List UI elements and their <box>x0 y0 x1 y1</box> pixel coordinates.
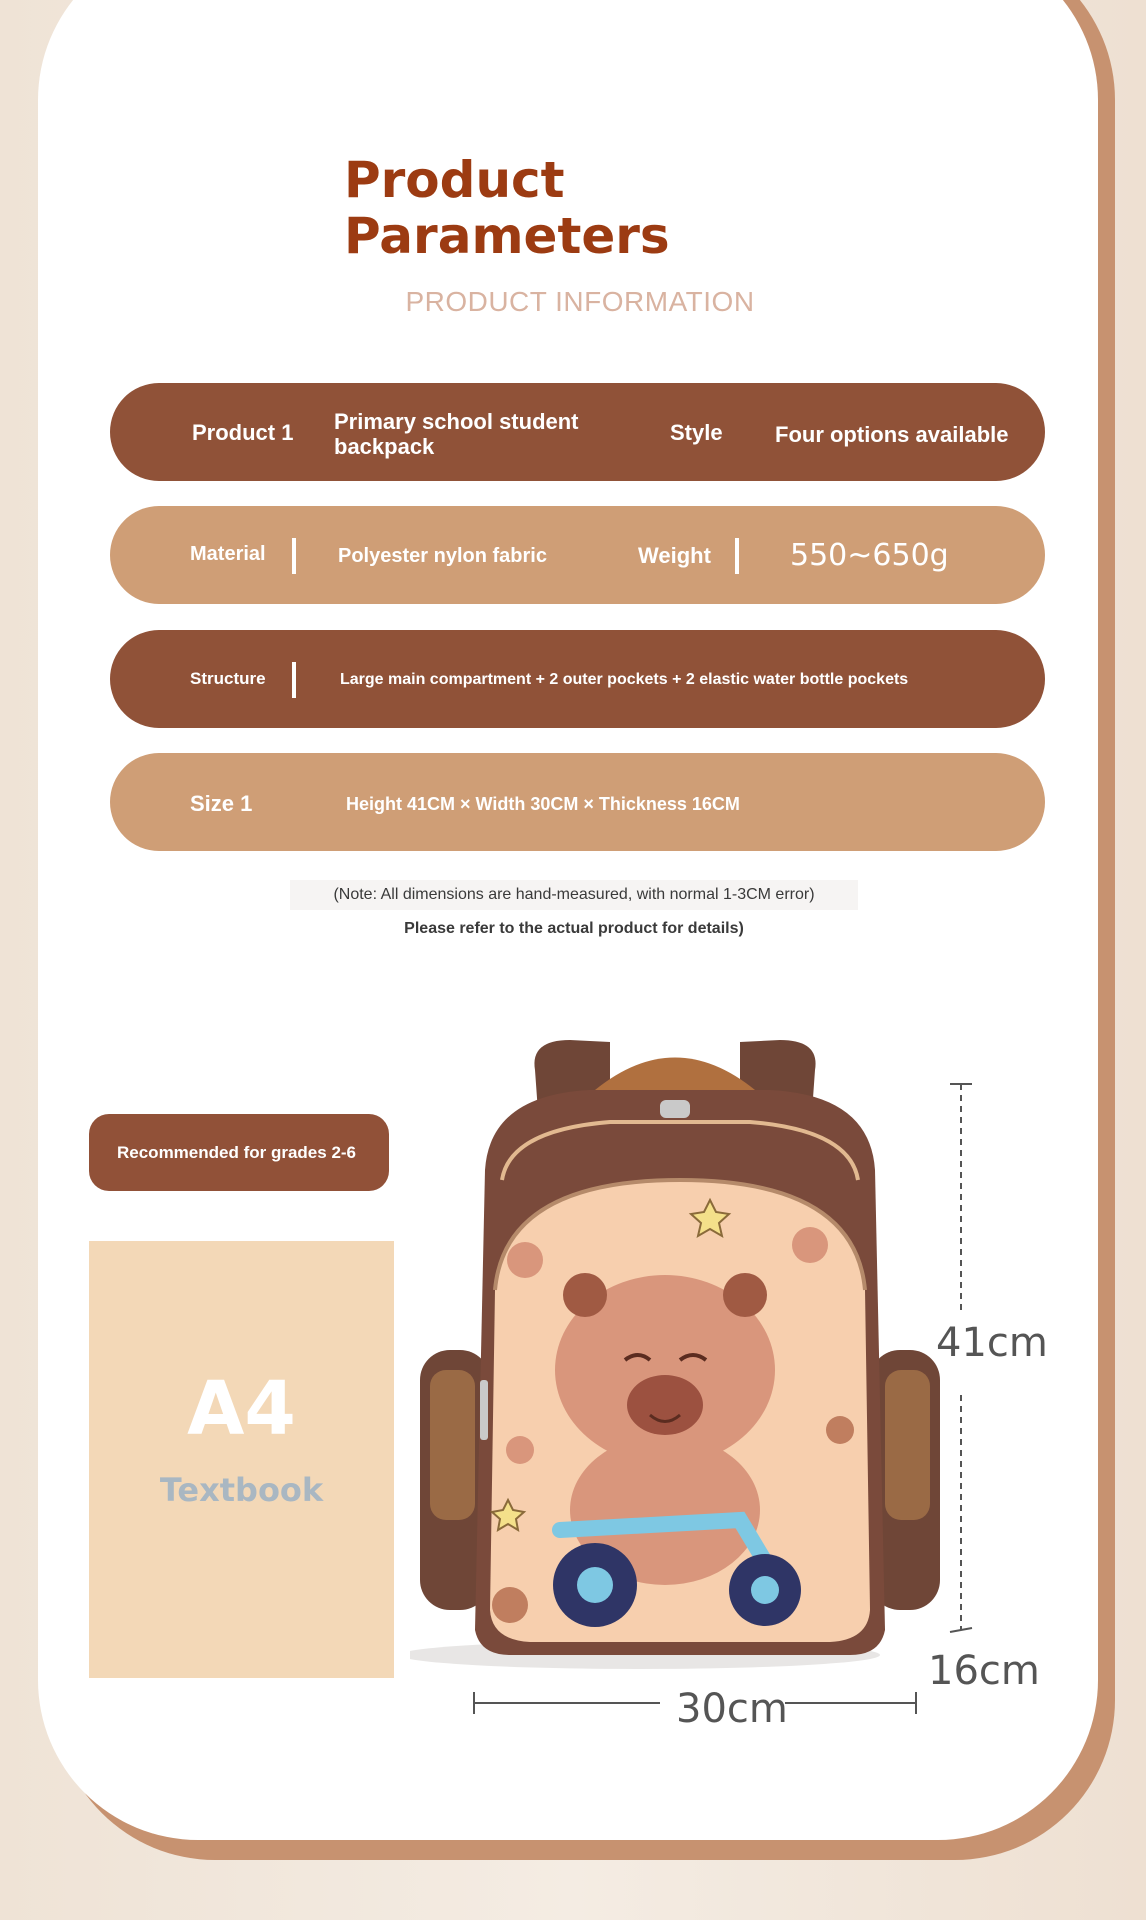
textbook-label: Textbook <box>159 1471 324 1509</box>
page-subtitle: PRODUCT INFORMATION <box>405 286 755 317</box>
structure-label: Structure <box>190 669 266 688</box>
structure-value: Large main compartment + 2 outer pockets + 2 elastic water bottle pockets <box>340 671 909 688</box>
product-label: Product 1 <box>192 420 294 445</box>
a4-label: A4 <box>187 1366 296 1452</box>
style-label: Style <box>670 420 723 445</box>
title-line-1: Product <box>344 151 565 209</box>
height-dimension: 41cm <box>936 1320 1048 1366</box>
style-value: Four options available <box>775 422 1009 447</box>
grade-badge: Recommended for grades 2-6 <box>89 1114 389 1191</box>
size-label: Size 1 <box>190 791 253 816</box>
weight-label: Weight <box>638 543 711 568</box>
reference-note: Please refer to the actual product for details) <box>404 920 744 937</box>
measurement-note: (Note: All dimensions are hand-measured, with normal 1-3CM error) <box>290 880 858 910</box>
material-value: Polyester nylon fabric <box>338 545 547 567</box>
material-label: Material <box>190 543 266 565</box>
product-value: Primary school student backpack <box>334 409 579 459</box>
width-dimension: 30cm <box>676 1686 788 1732</box>
title-line-2: Parameters <box>344 207 670 265</box>
thickness-dimension: 16cm <box>928 1648 1040 1694</box>
size-value: Height 41CM × Width 30CM × Thickness 16CM <box>346 794 740 814</box>
weight-value: 550~650g <box>790 538 949 573</box>
